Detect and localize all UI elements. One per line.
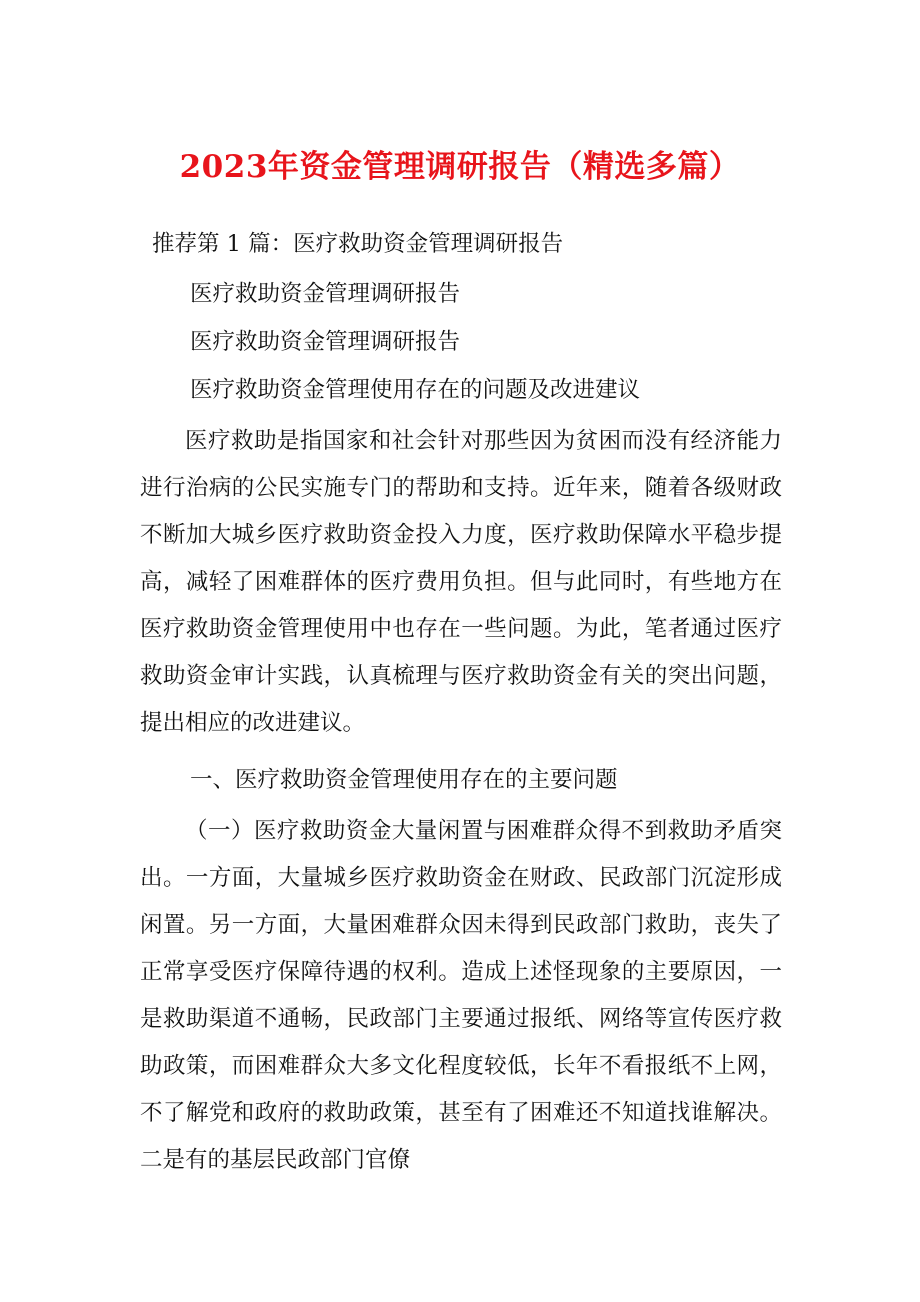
recommend-heading: 推荐第 1 篇：医疗救助资金管理调研报告	[152, 231, 564, 257]
intro-paragraph: 医疗救助是指国家和社会针对那些因为贫困而没有经济能力进行治病的公民实施专门的帮助和支持。近年来，随着各级财政不断加大城乡医疗救助资金投入力度，医疗救助保障水平稳步提高，减轻了困难群体的医疗费用负担。但与此同时，有些地方在医疗救助资金管理使用中也存在一些问题。为此，笔者通过医疗救助资金审计实践，认真梳理与医疗救助资金有关的突出问题，提出相应的改进建议。	[140, 428, 782, 736]
document-title: 2023年资金管理调研报告（精选多篇）	[179, 149, 741, 185]
report-subtitle-3: 医疗救助资金管理使用存在的问题及改进建议	[190, 377, 641, 403]
body-paragraph: （一）医疗救助资金大量闲置与困难群众得不到救助矛盾突出。一方面，大量城乡医疗救助资金在财政、民政部门沉淀形成闲置。另一方面，大量困难群众因未得到民政部门救助，丧失了正常享受医疗保障待遇的权利。造成上述怪现象的主要原因，一是救助渠道不通畅，民政部门主要通过报纸、网络等宣传医疗救助政策，而困难群众大多文化程度较低，长年不看报纸不上网，不了解党和政府的救助政策，甚至有了困难还不知道找谁解决。二是有的基层民政部门官僚	[140, 818, 782, 1173]
section-heading: 一、医疗救助资金管理使用存在的主要问题	[190, 767, 618, 793]
report-subtitle-2: 医疗救助资金管理调研报告	[190, 329, 461, 355]
report-subtitle-1: 医疗救助资金管理调研报告	[190, 281, 461, 307]
